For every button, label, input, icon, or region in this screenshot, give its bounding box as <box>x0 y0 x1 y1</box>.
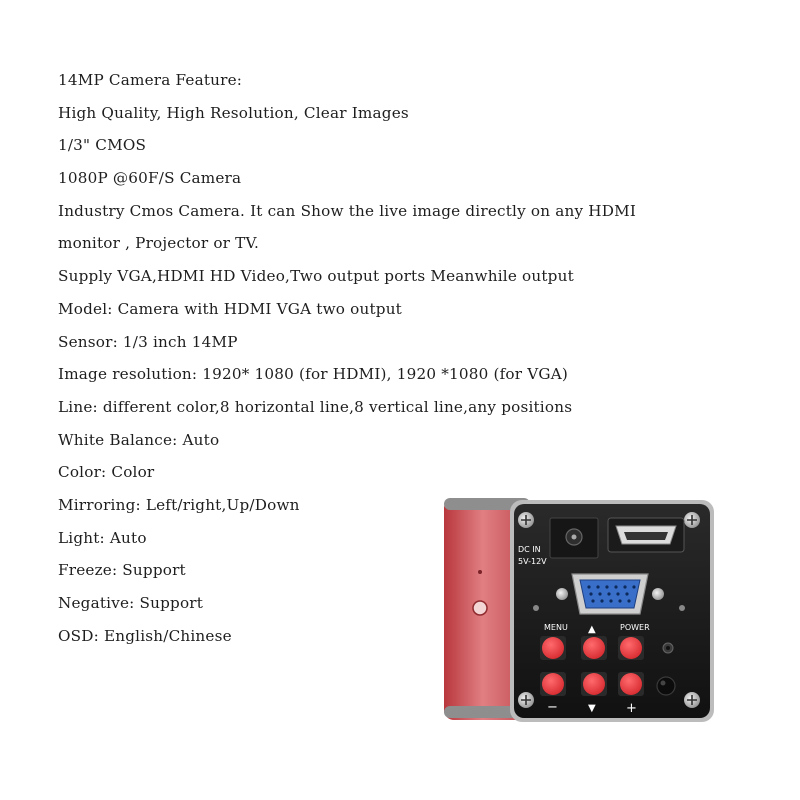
spec-line: 14MP Camera Feature: <box>58 71 243 89</box>
up-button <box>581 636 607 660</box>
ir-sensor-icon <box>657 677 675 695</box>
screw-icon <box>684 692 700 708</box>
side-hole-icon <box>478 570 482 574</box>
screw-icon <box>684 512 700 528</box>
spec-line: White Balance: Auto <box>58 430 220 449</box>
up-label: ▲ <box>588 624 596 635</box>
plus-button <box>618 672 644 696</box>
spec-line: 1/3" CMOS <box>58 136 147 155</box>
down-button <box>581 672 607 696</box>
spec-line: Line: different color,8 horizontal line,8 vertical line,any positions <box>58 397 573 416</box>
power-button <box>618 636 644 660</box>
dc-in-label: DC IN <box>518 545 541 554</box>
spec-line: monitor , Projector or TV. <box>58 234 260 253</box>
minus-label: − <box>547 700 558 715</box>
minus-button <box>540 672 566 696</box>
led-indicator-icon <box>663 643 673 653</box>
spec-line: Mirroring: Left/right,Up/Down <box>58 495 300 514</box>
spec-line: OSD: English/Chinese <box>58 626 232 645</box>
screw-icon <box>533 605 539 611</box>
side-screw-icon <box>473 601 487 615</box>
spec-line: Industry Cmos Camera. It can Show the live image directly on any HDMI <box>58 201 637 220</box>
spec-line: Supply VGA,HDMI HD Video,Two output ports Meanwhile output <box>58 267 574 286</box>
menu-button <box>540 636 566 660</box>
spec-line: Sensor: 1/3 inch 14MP <box>58 332 238 351</box>
back-panel <box>510 500 714 722</box>
camera-photo <box>436 490 726 730</box>
screw-icon <box>679 605 685 611</box>
down-label: ▼ <box>588 703 596 714</box>
spec-line: Negative: Support <box>58 594 204 612</box>
plus-label: + <box>626 701 637 716</box>
screw-icon <box>518 692 534 708</box>
menu-label: MENU <box>544 623 568 632</box>
screw-icon <box>518 512 534 528</box>
spec-line: High Quality, High Resolution, Clear Images <box>58 103 409 122</box>
spec-line: 1080P @60F/S Camera <box>58 169 242 188</box>
voltage-label: 5V-12V <box>518 557 547 566</box>
spec-line: Light: Auto <box>58 528 147 547</box>
spec-line: Color: Color <box>58 463 155 482</box>
power-label: POWER <box>620 623 650 632</box>
dc-jack-icon <box>550 518 598 558</box>
spec-line: Image resolution: 1920* 1080 (for HDMI), 1920 *1080 (for VGA) <box>58 365 569 384</box>
hdmi-port-icon <box>608 518 684 552</box>
spec-line: Freeze: Support <box>58 561 186 580</box>
spec-line: Model: Camera with HDMI VGA two output <box>58 299 402 318</box>
